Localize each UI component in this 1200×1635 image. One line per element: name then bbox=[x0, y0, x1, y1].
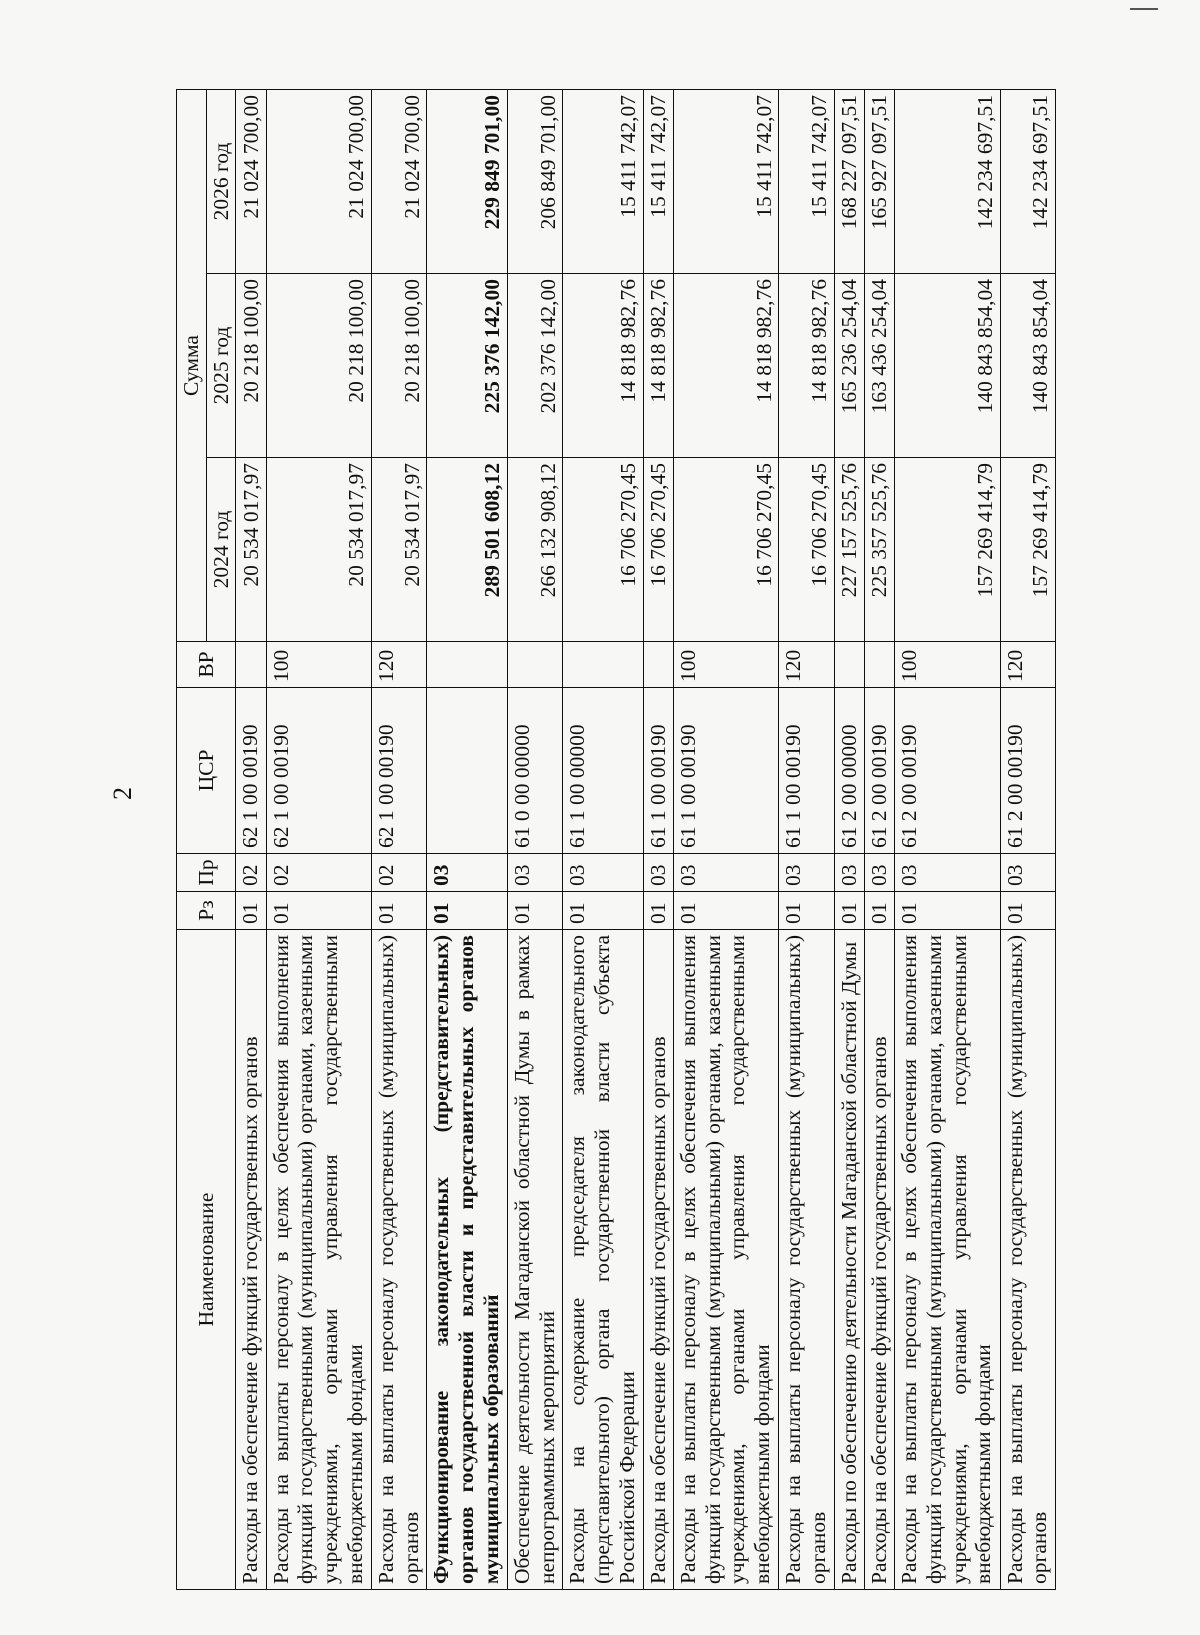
cell-2024: 225 357 525,76 bbox=[864, 458, 894, 642]
cell-vr: 120 bbox=[779, 642, 834, 688]
cell-pr: 03 bbox=[507, 854, 562, 892]
budget-table bbox=[176, 89, 1056, 1590]
cell-name: Обеспечение деятельности Магаданской областной Думы в рамках непрограммных мероприятий bbox=[507, 930, 562, 1590]
cell-2025: 165 236 254,04 bbox=[834, 274, 864, 458]
cell-pr: 03 bbox=[643, 854, 673, 892]
table-row bbox=[1000, 89, 1055, 1589]
table-row bbox=[779, 89, 834, 1589]
cell-rz: 01 bbox=[1000, 892, 1055, 930]
header-sum: Сумма bbox=[177, 89, 207, 641]
cell-csr: 62 1 00 00190 bbox=[236, 688, 266, 854]
cell-csr: 61 1 00 00190 bbox=[779, 688, 834, 854]
rotated-table-container bbox=[176, 90, 1056, 1590]
cell-2025: 225 376 142,00 bbox=[427, 274, 507, 458]
cell-name: Расходы на обеспечение функций государственных органов bbox=[643, 930, 673, 1590]
table-row bbox=[236, 89, 266, 1589]
cell-csr: 61 2 00 00190 bbox=[864, 688, 894, 854]
table-body bbox=[236, 89, 1056, 1589]
cell-2024: 20 534 017,97 bbox=[372, 458, 427, 642]
cell-2025: 163 436 254,04 bbox=[864, 274, 894, 458]
cell-2025: 14 818 982,76 bbox=[643, 274, 673, 458]
cell-rz: 01 bbox=[372, 892, 427, 930]
cell-rz: 01 bbox=[507, 892, 562, 930]
cell-csr: 61 1 00 00190 bbox=[643, 688, 673, 854]
header-rz: Рз bbox=[177, 892, 236, 930]
cell-pr: 03 bbox=[1000, 854, 1055, 892]
cell-pr: 03 bbox=[864, 854, 894, 892]
cell-vr: 100 bbox=[673, 642, 779, 688]
cell-pr: 03 bbox=[834, 854, 864, 892]
header-csr: ЦСР bbox=[177, 688, 236, 854]
header-2024: 2024 год bbox=[206, 458, 236, 642]
cell-csr: 61 1 00 00000 bbox=[563, 688, 643, 854]
cell-name: Расходы на обеспечение функций государственных органов bbox=[236, 930, 266, 1590]
cell-name: Расходы по обеспечению деятельности Магаданской областной Думы bbox=[834, 930, 864, 1590]
table-row bbox=[266, 89, 372, 1589]
cell-2026: 168 227 097,51 bbox=[834, 89, 864, 273]
cell-2026: 21 024 700,00 bbox=[236, 89, 266, 273]
header-2026: 2026 год bbox=[206, 89, 236, 273]
cell-2025: 20 218 100,00 bbox=[266, 274, 372, 458]
cell-2024: 289 501 608,12 bbox=[427, 458, 507, 642]
page-number: 2 bbox=[108, 787, 137, 800]
cell-pr: 03 bbox=[895, 854, 1001, 892]
table-row bbox=[673, 89, 779, 1589]
cell-2026: 15 411 742,07 bbox=[563, 89, 643, 273]
cell-vr: 120 bbox=[1000, 642, 1055, 688]
cell-2024: 16 706 270,45 bbox=[779, 458, 834, 642]
cell-pr: 03 bbox=[673, 854, 779, 892]
header-pr: Пр bbox=[177, 854, 236, 892]
cell-rz: 01 bbox=[864, 892, 894, 930]
cell-2024: 20 534 017,97 bbox=[236, 458, 266, 642]
cell-csr bbox=[427, 688, 507, 854]
cell-csr: 61 1 00 00190 bbox=[673, 688, 779, 854]
cell-pr: 03 bbox=[427, 854, 507, 892]
cell-csr: 61 2 00 00190 bbox=[1000, 688, 1055, 854]
cell-2024: 16 706 270,45 bbox=[563, 458, 643, 642]
cell-csr: 62 1 00 00190 bbox=[372, 688, 427, 854]
cell-rz: 01 bbox=[236, 892, 266, 930]
cell-name: Расходы на выплаты персоналу в целях обеспечения выполнения функций государственными (муниципальными) органами, казенными учреждениями, органами управления государственными внебюджетными фондами bbox=[673, 930, 779, 1590]
cell-name: Расходы на содержание председателя законодательного (представительного) органа государственной власти субъекта Российской Федерации bbox=[563, 930, 643, 1590]
scan-mark bbox=[1130, 8, 1158, 10]
cell-2026: 21 024 700,00 bbox=[372, 89, 427, 273]
cell-2025: 20 218 100,00 bbox=[372, 274, 427, 458]
cell-pr: 02 bbox=[236, 854, 266, 892]
cell-csr: 62 1 00 00190 bbox=[266, 688, 372, 854]
header-vr: ВР bbox=[177, 642, 236, 688]
cell-pr: 03 bbox=[563, 854, 643, 892]
cell-2025: 202 376 142,00 bbox=[507, 274, 562, 458]
cell-2025: 140 843 854,04 bbox=[1000, 274, 1055, 458]
cell-2026: 229 849 701,00 bbox=[427, 89, 507, 273]
cell-csr: 61 2 00 00190 bbox=[895, 688, 1001, 854]
cell-vr bbox=[834, 642, 864, 688]
cell-csr: 61 0 00 00000 bbox=[507, 688, 562, 854]
cell-vr bbox=[864, 642, 894, 688]
cell-2026: 142 234 697,51 bbox=[1000, 89, 1055, 273]
cell-2026: 15 411 742,07 bbox=[673, 89, 779, 273]
header-row-1 bbox=[177, 89, 207, 1589]
cell-rz: 01 bbox=[563, 892, 643, 930]
cell-pr: 03 bbox=[779, 854, 834, 892]
cell-vr bbox=[236, 642, 266, 688]
table-row bbox=[864, 89, 894, 1589]
cell-2026: 142 234 697,51 bbox=[895, 89, 1001, 273]
cell-2026: 206 849 701,00 bbox=[507, 89, 562, 273]
cell-rz: 01 bbox=[427, 892, 507, 930]
cell-vr: 100 bbox=[895, 642, 1001, 688]
cell-pr: 02 bbox=[372, 854, 427, 892]
cell-2026: 15 411 742,07 bbox=[643, 89, 673, 273]
table-row bbox=[372, 89, 427, 1589]
table-row bbox=[507, 89, 562, 1589]
table-row bbox=[643, 89, 673, 1589]
cell-vr: 120 bbox=[372, 642, 427, 688]
header-2025: 2025 год bbox=[206, 274, 236, 458]
cell-2024: 266 132 908,12 bbox=[507, 458, 562, 642]
cell-rz: 01 bbox=[266, 892, 372, 930]
cell-name: Расходы на выплаты персоналу в целях обеспечения выполнения функций государственными (муниципальными) органами, казенными учреждениями, органами управления государственными внебюджетными фондами bbox=[266, 930, 372, 1590]
cell-2024: 157 269 414,79 bbox=[895, 458, 1001, 642]
table-row bbox=[563, 89, 643, 1589]
cell-2026: 165 927 097,51 bbox=[864, 89, 894, 273]
cell-vr bbox=[643, 642, 673, 688]
cell-2024: 227 157 525,76 bbox=[834, 458, 864, 642]
cell-rz: 01 bbox=[673, 892, 779, 930]
cell-2024: 20 534 017,97 bbox=[266, 458, 372, 642]
cell-2024: 16 706 270,45 bbox=[643, 458, 673, 642]
cell-name: Расходы на обеспечение функций государственных органов bbox=[864, 930, 894, 1590]
table-row bbox=[834, 89, 864, 1589]
cell-vr bbox=[427, 642, 507, 688]
table-row bbox=[895, 89, 1001, 1589]
cell-2025: 14 818 982,76 bbox=[779, 274, 834, 458]
cell-name: Расходы на выплаты персоналу в целях обеспечения выполнения функций государственными (муниципальными) органами, казенными учреждениями, органами управления государственными внебюджетными фондами bbox=[895, 930, 1001, 1590]
cell-rz: 01 bbox=[895, 892, 1001, 930]
cell-2025: 14 818 982,76 bbox=[673, 274, 779, 458]
cell-2026: 15 411 742,07 bbox=[779, 89, 834, 273]
cell-2024: 157 269 414,79 bbox=[1000, 458, 1055, 642]
cell-name: Функционирование законодательных (представительных) органов государственной власти и представительных органов муниципальных образований bbox=[427, 930, 507, 1590]
cell-rz: 01 bbox=[779, 892, 834, 930]
header-name: Наименование bbox=[177, 930, 236, 1590]
cell-name: Расходы на выплаты персоналу государственных (муниципальных) органов bbox=[372, 930, 427, 1590]
cell-2024: 16 706 270,45 bbox=[673, 458, 779, 642]
cell-csr: 61 2 00 00000 bbox=[834, 688, 864, 854]
cell-vr bbox=[507, 642, 562, 688]
table-row bbox=[427, 89, 507, 1589]
cell-name: Расходы на выплаты персоналу государственных (муниципальных) органов bbox=[779, 930, 834, 1590]
cell-2025: 20 218 100,00 bbox=[236, 274, 266, 458]
cell-vr: 100 bbox=[266, 642, 372, 688]
cell-2025: 140 843 854,04 bbox=[895, 274, 1001, 458]
cell-pr: 02 bbox=[266, 854, 372, 892]
cell-rz: 01 bbox=[643, 892, 673, 930]
cell-name: Расходы на выплаты персоналу государственных (муниципальных) органов bbox=[1000, 930, 1055, 1590]
cell-2026: 21 024 700,00 bbox=[266, 89, 372, 273]
cell-2025: 14 818 982,76 bbox=[563, 274, 643, 458]
cell-rz: 01 bbox=[834, 892, 864, 930]
cell-vr bbox=[563, 642, 643, 688]
